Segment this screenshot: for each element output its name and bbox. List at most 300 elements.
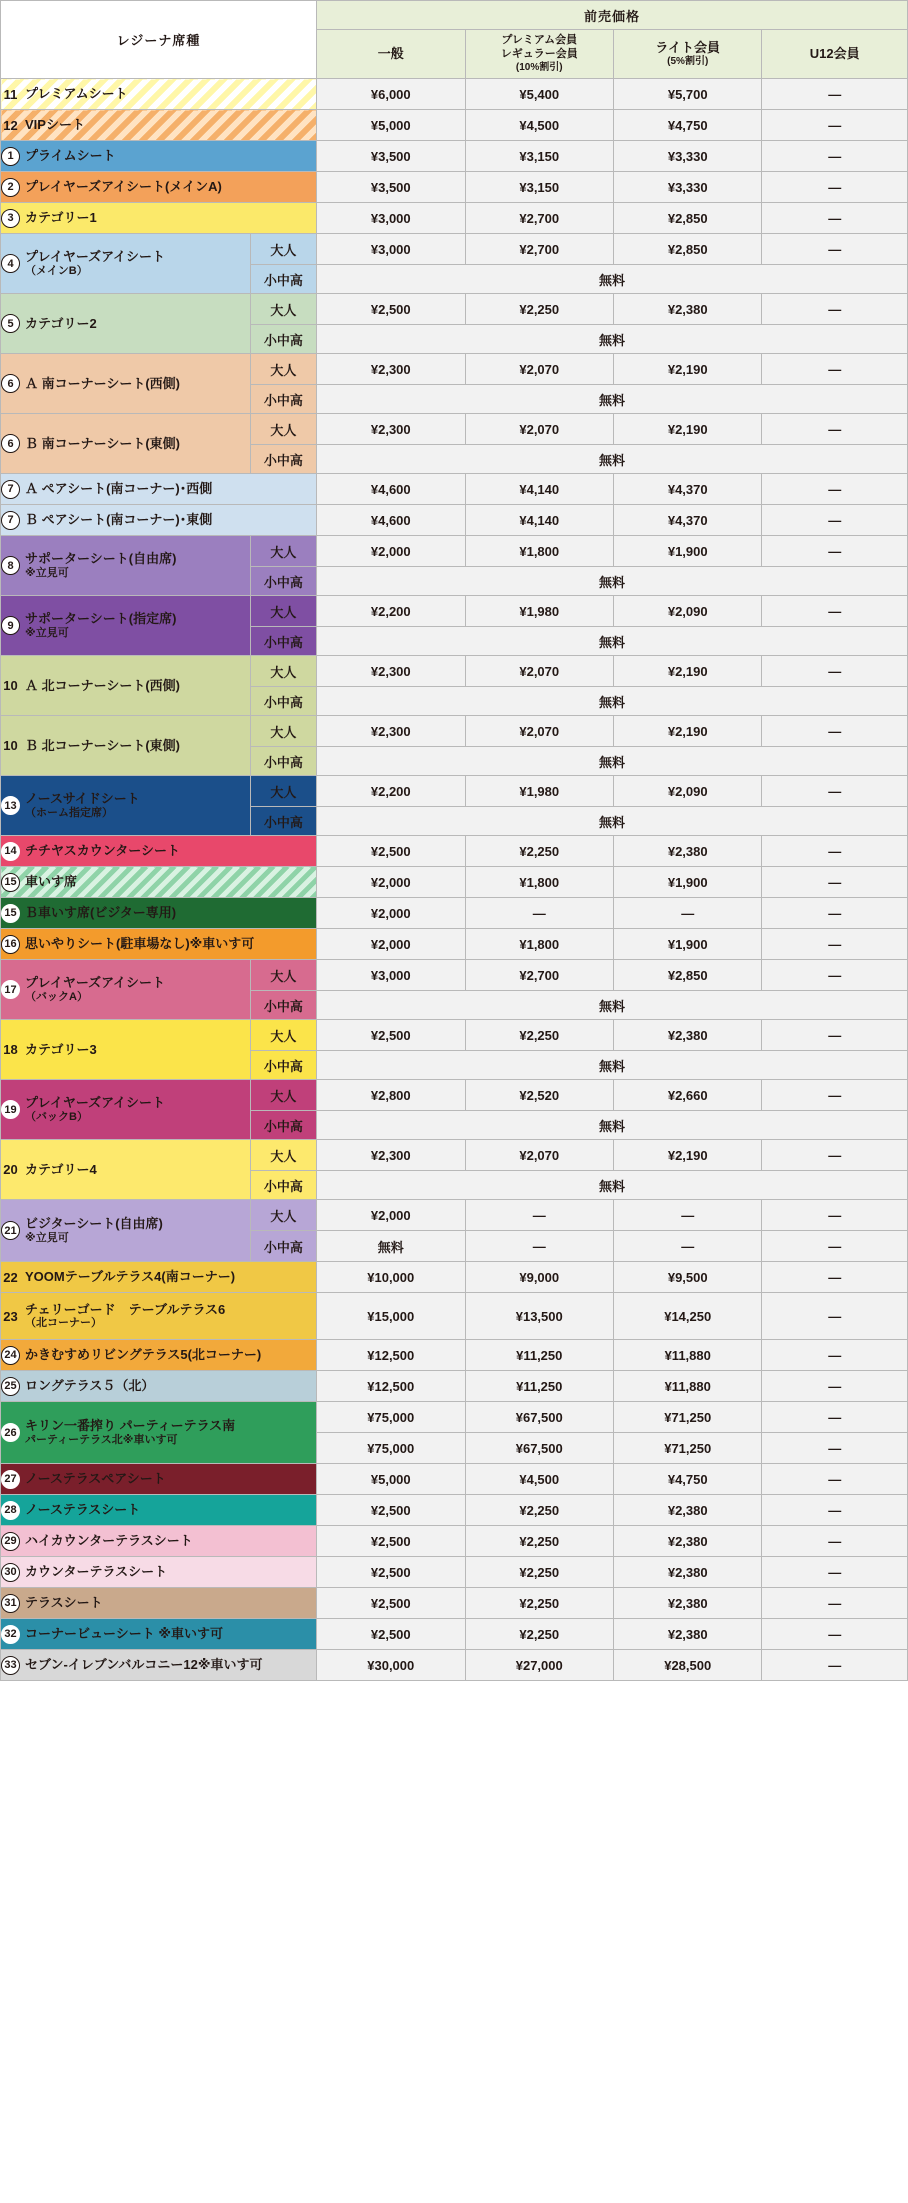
price-cell: — [762,172,908,203]
table-row [1,776,908,807]
free-cell: 無料 [317,265,908,294]
table-row [1,836,908,867]
sub-child: 小中高 [250,325,316,354]
price-cell: — [613,898,761,929]
seat-type-cell [1,110,317,141]
seat-type-cell [1,414,251,474]
seat-badge: 14 [1,842,20,861]
seat-badge: 32 [1,1625,20,1644]
seat-type-cell [1,1200,251,1262]
sub-child: 小中高 [250,1111,316,1140]
price-cell: ¥5,400 [465,79,613,110]
table-row [1,1402,908,1433]
price-cell: — [762,1140,908,1171]
sub-child: 小中高 [250,567,316,596]
price-cell: — [762,1080,908,1111]
seat-type-cell [1,79,317,110]
price-cell: ¥67,500 [465,1433,613,1464]
table-row [1,960,908,991]
seat-type-cell [1,716,251,776]
price-cell: — [465,898,613,929]
price-cell: ¥3,330 [613,141,761,172]
header-col-u12-label: U12会員 [809,45,860,61]
price-cell: — [762,1619,908,1650]
seat-type-cell [1,1619,317,1650]
table-row [1,596,908,627]
table-row [1,505,908,536]
price-cell: ¥2,070 [465,716,613,747]
price-cell: — [762,203,908,234]
seat-name: Ａ ペアシート(南コーナー)･西側 [25,481,213,497]
price-cell: — [762,1402,908,1433]
header-col-general-label: 一般 [377,45,404,61]
price-cell: ¥2,250 [465,1020,613,1051]
price-cell: ¥2,660 [613,1080,761,1111]
price-cell: ¥2,850 [613,203,761,234]
seat-type-cell [1,1080,251,1140]
seat-name: ビジターシート(自由席) ※立見可 [25,1216,163,1244]
seat-name: ロングテラス５（北） [25,1378,155,1394]
seat-name: セブン-イレブンバルコニー12※車いす可 [25,1657,263,1673]
seat-badge: 1 [1,147,20,166]
table-body [1,79,908,1681]
price-cell: — [762,141,908,172]
seat-type-cell [1,1402,317,1464]
table-row [1,1526,908,1557]
seat-type-cell [1,1140,251,1200]
table-row [1,867,908,898]
table-row [1,1650,908,1681]
price-cell: — [762,474,908,505]
price-cell: ¥1,900 [613,929,761,960]
seat-badge: 24 [1,1346,20,1365]
price-cell: — [762,1495,908,1526]
free-cell: 無料 [317,567,908,596]
price-cell: ¥2,850 [613,234,761,265]
table-row [1,1464,908,1495]
price-cell: ¥14,250 [613,1293,761,1340]
price-cell: ¥11,880 [613,1371,761,1402]
price-cell: ¥1,900 [613,536,761,567]
price-cell: ¥5,000 [317,110,465,141]
price-cell: ¥2,380 [613,1020,761,1051]
price-cell: — [762,898,908,929]
free-cell: 無料 [317,747,908,776]
seat-badge: 25 [1,1377,20,1396]
table-row [1,234,908,265]
seat-name-sub: （メインB） [25,264,88,277]
free-cell: 無料 [317,325,908,354]
price-cell: ¥2,300 [317,1140,465,1171]
table-row [1,474,908,505]
seat-name-sub: （バックA） [25,990,88,1003]
seat-name: テラスシート [25,1595,103,1611]
sub-adult: 大人 [250,354,316,385]
price-cell: ¥2,700 [465,203,613,234]
table-row [1,203,908,234]
price-cell: ¥2,090 [613,596,761,627]
price-cell: ¥2,500 [317,1557,465,1588]
price-cell: ¥4,140 [465,474,613,505]
price-cell: — [465,1231,613,1262]
price-cell: — [613,1200,761,1231]
seat-type-cell [1,1557,317,1588]
seat-name: VIPシート [25,117,85,133]
price-cell: ¥2,000 [317,898,465,929]
price-cell: ¥2,500 [317,836,465,867]
price-cell: ¥30,000 [317,1650,465,1681]
seat-type-cell [1,776,251,836]
seat-badge: 11 [3,86,18,102]
seat-name: 思いやりシート(駐車場なし)※車いす可 [25,936,255,952]
sub-adult: 大人 [250,234,316,265]
price-cell: ¥4,750 [613,110,761,141]
table-row [1,414,908,445]
price-cell: ¥2,250 [465,1588,613,1619]
price-cell: ¥4,370 [613,474,761,505]
price-cell: ¥2,190 [613,414,761,445]
sub-child: 小中高 [250,807,316,836]
table-header [1,1,908,79]
price-cell: ¥2,700 [465,960,613,991]
price-cell: — [762,776,908,807]
seat-name-sub: ※立見可 [25,566,69,579]
price-cell: ¥2,070 [465,414,613,445]
sub-adult: 大人 [250,414,316,445]
price-cell: ¥3,330 [613,172,761,203]
header-advance-price: 前売価格 [317,1,908,30]
price-cell: — [762,354,908,385]
sub-adult: 大人 [250,294,316,325]
price-cell: ¥2,380 [613,294,761,325]
price-cell: ¥2,200 [317,776,465,807]
table-row [1,294,908,325]
seat-badge: 27 [1,1470,20,1489]
seat-type-cell [1,1464,317,1495]
price-cell: — [613,1231,761,1262]
price-cell: — [762,1588,908,1619]
seat-name: 車いす席 [25,874,78,890]
header-col-premium-regular [465,30,613,79]
price-cell: — [465,1200,613,1231]
price-cell: ¥2,000 [317,867,465,898]
seat-name-sub: ※立見可 [25,1231,69,1244]
price-cell: — [762,656,908,687]
seat-type-cell [1,1020,251,1080]
table-row [1,716,908,747]
table-row [1,1588,908,1619]
seat-type-cell [1,505,317,536]
seat-badge: 18 [3,1042,18,1057]
table-row [1,536,908,567]
free-cell: 無料 [317,1111,908,1140]
header-seat-type: レジーナ席種 [1,1,317,79]
price-cell: ¥2,000 [317,929,465,960]
sub-child: 小中高 [250,1231,316,1262]
price-cell: ¥2,190 [613,354,761,385]
seat-name: サポーターシート(自由席) ※立見可 [25,551,177,579]
sub-adult: 大人 [250,596,316,627]
seat-badge: 16 [1,935,20,954]
table-row [1,1619,908,1650]
header-col-regular-label: レギュラー会員 [500,47,578,60]
seat-name: カテゴリー1 [25,210,97,226]
seat-badge: 12 [3,117,18,133]
seat-type-cell [1,354,251,414]
price-cell: ¥71,250 [613,1402,761,1433]
table-row [1,1340,908,1371]
price-cell: ¥12,500 [317,1371,465,1402]
seat-badge: 15 [1,873,20,892]
price-cell: ¥1,980 [465,776,613,807]
table-row [1,929,908,960]
seat-type-cell [1,172,317,203]
header-col-premium-note: (10%割引) [515,61,563,73]
price-cell: — [762,1433,908,1464]
seat-name-sub: パーティーテラス北※車いす可 [25,1433,178,1446]
sub-child: 小中高 [250,385,316,414]
price-cell: ¥3,500 [317,172,465,203]
table-row [1,1080,908,1111]
seat-name: プレイヤーズアイシート （バックA） [25,975,166,1003]
seat-type-cell [1,1588,317,1619]
price-cell: ¥4,600 [317,505,465,536]
seat-badge: 7 [1,480,20,499]
price-cell: ¥12,500 [317,1340,465,1371]
sub-child: 小中高 [250,1051,316,1080]
price-cell: — [762,505,908,536]
price-cell: ¥75,000 [317,1433,465,1464]
price-cell: ¥3,000 [317,203,465,234]
seat-name: キリン一番搾り パーティーテラス南 パーティーテラス北※車いす可 [25,1418,236,1446]
seat-name: カテゴリー3 [25,1041,97,1057]
seat-type-cell [1,596,251,656]
seat-name: チェリーゴード テーブルテラス6 （北コーナー） [25,1301,226,1330]
seat-name: カウンターテラスシート [25,1564,168,1580]
table-row [1,172,908,203]
seat-name: ノースサイドシート （ホーム指定席） [25,791,140,819]
price-cell: ¥2,190 [613,1140,761,1171]
price-cell: — [762,1231,908,1262]
table-row [1,656,908,687]
seat-name: サポーターシート(指定席) ※立見可 [25,611,177,639]
seat-badge: 8 [1,556,20,575]
price-cell: ¥4,500 [465,110,613,141]
header-col-light-label: ライト会員 [655,39,721,55]
table-row [1,141,908,172]
seat-badge: 6 [1,374,20,393]
seat-name: プレイヤーズアイシート(メインA) [25,179,222,195]
table-row [1,1371,908,1402]
price-cell: ¥3,000 [317,960,465,991]
seat-name: コーナービューシート ※車いす可 [25,1626,223,1642]
sub-adult: 大人 [250,960,316,991]
price-cell: ¥75,000 [317,1402,465,1433]
seat-name: ノーステラスシート [25,1502,141,1518]
price-cell: ¥2,700 [465,234,613,265]
seat-type-cell [1,234,251,294]
price-cell: — [762,1262,908,1293]
seat-badge: 23 [3,1308,18,1324]
price-cell: — [762,1650,908,1681]
price-cell: — [762,1020,908,1051]
seat-badge: 20 [3,1162,18,1177]
price-cell: ¥2,250 [465,1495,613,1526]
price-cell: ¥1,980 [465,596,613,627]
table-row [1,1293,908,1340]
header-col-premium-label: プレミアム会員 [501,34,578,46]
price-cell: ¥2,300 [317,354,465,385]
free-cell: 無料 [317,807,908,836]
price-cell: — [762,596,908,627]
table-row [1,79,908,110]
price-cell: ¥11,250 [465,1340,613,1371]
seat-badge: 21 [1,1221,20,1240]
seat-name: カテゴリー2 [25,315,97,331]
price-cell: ¥9,500 [613,1262,761,1293]
seat-name: カテゴリー4 [25,1161,97,1177]
seat-badge: 13 [1,796,20,815]
price-cell: ¥2,190 [613,656,761,687]
free-cell: 無料 [317,385,908,414]
price-cell: — [762,414,908,445]
price-cell: ¥2,520 [465,1080,613,1111]
price-cell: — [762,1293,908,1340]
sub-child: 小中高 [250,627,316,656]
price-cell: ¥27,000 [465,1650,613,1681]
seat-badge: 31 [1,1594,20,1613]
seat-type-cell [1,141,317,172]
price-cell: ¥5,700 [613,79,761,110]
price-cell: ¥2,300 [317,656,465,687]
table-row [1,354,908,385]
price-cell: ¥71,250 [613,1433,761,1464]
sub-adult: 大人 [250,1140,316,1171]
seat-type-cell [1,474,317,505]
price-cell: ¥2,800 [317,1080,465,1111]
price-cell: — [762,929,908,960]
price-cell: ¥11,250 [465,1371,613,1402]
seat-badge: 22 [3,1269,18,1285]
price-cell: ¥2,070 [465,354,613,385]
price-cell: ¥2,250 [465,294,613,325]
price-cell: ¥2,300 [317,716,465,747]
seat-type-cell [1,929,317,960]
price-cell: ¥4,370 [613,505,761,536]
free-cell: 無料 [317,687,908,716]
seat-name: Ａ 北コーナーシート(西側) [25,677,181,693]
sub-child: 小中高 [250,445,316,474]
price-cell: ¥1,900 [613,867,761,898]
table-row [1,1020,908,1051]
price-cell: — [762,716,908,747]
price-cell: ¥2,850 [613,960,761,991]
price-cell: ¥2,380 [613,1526,761,1557]
table-row [1,1262,908,1293]
seat-type-cell [1,1650,317,1681]
table-row [1,1200,908,1231]
price-cell: 無料 [317,1231,465,1262]
price-cell: ¥2,500 [317,1588,465,1619]
price-cell: — [762,1557,908,1588]
seat-badge: 5 [1,314,20,333]
seat-name: Ｂ 南コーナーシート(東側) [25,435,181,451]
price-cell: ¥2,380 [613,1495,761,1526]
sub-child: 小中高 [250,991,316,1020]
price-cell: ¥4,600 [317,474,465,505]
seat-type-cell [1,867,317,898]
price-cell: ¥2,000 [317,536,465,567]
free-cell: 無料 [317,991,908,1020]
free-cell: 無料 [317,445,908,474]
price-cell: ¥28,500 [613,1650,761,1681]
seat-name-sub: （バックB） [25,1110,88,1123]
header-col-general [317,30,465,79]
sub-child: 小中高 [250,1171,316,1200]
seat-type-cell [1,1526,317,1557]
price-cell: — [762,79,908,110]
seat-badge: 10 [3,738,18,753]
free-cell: 無料 [317,1051,908,1080]
seat-badge: 6 [1,434,20,453]
free-cell: 無料 [317,1171,908,1200]
seat-type-cell [1,898,317,929]
seat-type-cell [1,1495,317,1526]
table-row [1,898,908,929]
price-cell: ¥11,880 [613,1340,761,1371]
price-cell: ¥2,200 [317,596,465,627]
price-cell: ¥2,500 [317,1495,465,1526]
price-cell: ¥10,000 [317,1262,465,1293]
price-cell: ¥2,250 [465,1619,613,1650]
seat-badge: 26 [1,1423,20,1442]
seat-name: プレイヤーズアイシート （バックB） [25,1095,166,1123]
price-cell: — [762,1200,908,1231]
seat-badge: 15 [1,904,20,923]
price-cell: — [762,110,908,141]
seat-type-cell [1,294,251,354]
table-row [1,1557,908,1588]
price-cell: ¥2,300 [317,414,465,445]
seat-badge: 19 [1,1100,20,1119]
price-cell: — [762,536,908,567]
price-cell: ¥2,500 [317,1020,465,1051]
price-cell: ¥9,000 [465,1262,613,1293]
price-cell: ¥15,000 [317,1293,465,1340]
seat-type-cell [1,203,317,234]
price-cell: ¥67,500 [465,1402,613,1433]
seat-name-sub: （ホーム指定席） [25,806,113,819]
seat-name: かきむすめリビングテラス5(北コーナー) [25,1347,262,1363]
seat-badge: 17 [1,980,20,999]
price-cell: ¥1,800 [465,867,613,898]
table-row [1,110,908,141]
seat-type-cell [1,1340,317,1371]
price-cell: ¥1,800 [465,536,613,567]
sub-adult: 大人 [250,1200,316,1231]
sub-child: 小中高 [250,265,316,294]
price-cell: ¥2,380 [613,1619,761,1650]
sub-adult: 大人 [250,1020,316,1051]
price-cell: — [762,234,908,265]
seat-name: チチヤスカウンターシート [25,843,180,859]
table-row [1,1495,908,1526]
price-cell: ¥2,380 [613,1557,761,1588]
seat-badge: 4 [1,254,20,273]
price-cell: ¥5,000 [317,1464,465,1495]
price-cell: ¥3,150 [465,172,613,203]
price-cell: — [762,1464,908,1495]
